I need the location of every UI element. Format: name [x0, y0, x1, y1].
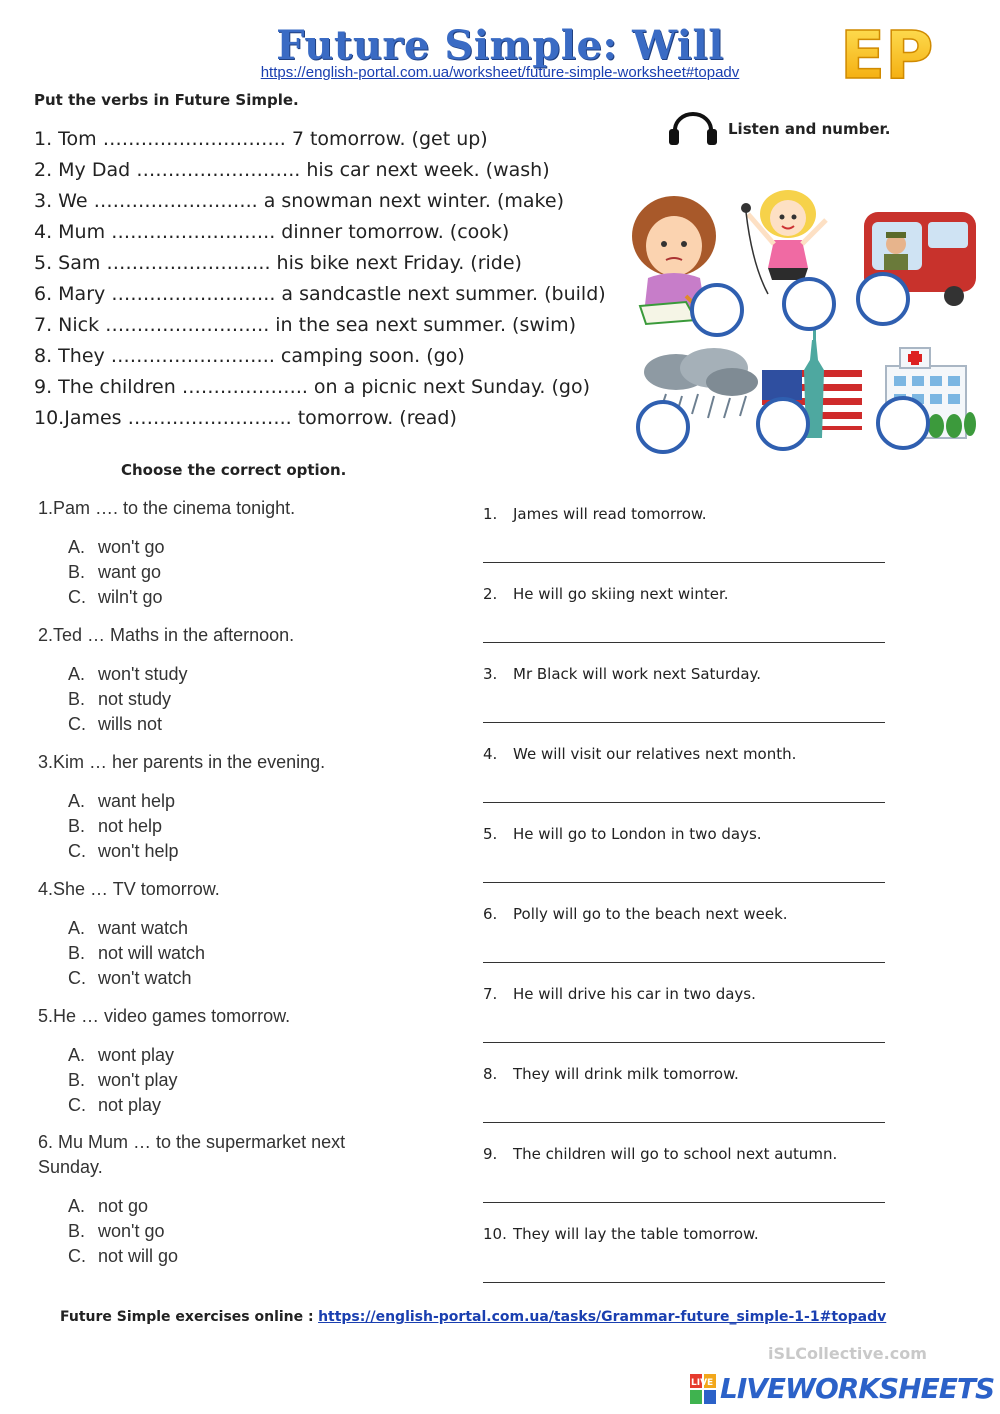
listen-label: Listen and number.: [728, 120, 891, 138]
option-letter: A.: [68, 918, 86, 938]
sentence-item: [483, 985, 756, 1003]
option-text: won't watch: [98, 968, 192, 988]
option-item[interactable]: [38, 560, 295, 585]
sentence-text: The children will go to school next autumn.: [513, 1145, 838, 1163]
answer-line[interactable]: [483, 802, 885, 803]
sentence-text: Mr Black will work next Saturday.: [513, 665, 762, 683]
answer-circle[interactable]: [856, 272, 910, 326]
option-letter: B.: [68, 1070, 86, 1090]
option-text: not help: [98, 816, 163, 836]
sentence-item: [483, 825, 762, 843]
part2-instruction: Choose the correct option.: [121, 461, 347, 479]
sentence-number: 4.: [483, 745, 498, 763]
liveworksheets-brand: [690, 1372, 994, 1405]
footer: [60, 1309, 886, 1325]
option-item[interactable]: [38, 662, 294, 687]
option-letter: C.: [68, 1246, 86, 1266]
option-item[interactable]: [38, 687, 294, 712]
sentence-text: We will visit our relatives next month.: [513, 745, 797, 763]
option-item[interactable]: [38, 1043, 290, 1068]
option-letter: A.: [68, 537, 86, 557]
gap-fill-item[interactable]: 8. They …………………….. camping soon. (go): [34, 345, 465, 367]
header-url-link[interactable]: https://english-portal.com.ua/worksheet/future-simple-worksheet#topadv: [260, 64, 740, 81]
sentence-text: They will drink milk tomorrow.: [513, 1065, 739, 1083]
sentence-text: They will lay the table tomorrow.: [513, 1225, 759, 1243]
headphones-icon: [668, 112, 718, 146]
option-item[interactable]: [38, 839, 325, 864]
question-text: 4.She … TV tomorrow.: [38, 879, 220, 899]
option-text: not play: [98, 1095, 162, 1115]
option-text: wiln't go: [98, 587, 163, 607]
option-item[interactable]: [38, 814, 325, 839]
footer-label: Future Simple exercises online :: [60, 1309, 314, 1325]
question-block: [38, 623, 294, 737]
question-text: 5.He … video games tomorrow.: [38, 1006, 291, 1026]
option-text: won't go: [98, 1221, 165, 1241]
question-text: 3.Kim … her parents in the evening.: [38, 752, 326, 772]
listen-instruction: [668, 112, 891, 146]
option-item[interactable]: [38, 585, 295, 610]
option-item[interactable]: [38, 1219, 345, 1244]
option-item[interactable]: [38, 941, 220, 966]
ep-logo: [838, 14, 938, 90]
option-letter: A.: [68, 1045, 86, 1065]
part1-instruction: Put the verbs in Future Simple.: [34, 91, 299, 109]
option-text: won't play: [98, 1070, 178, 1090]
answer-line[interactable]: [483, 962, 885, 963]
question-text-continued: Sunday.: [38, 1157, 103, 1177]
svg-text:LIVE: LIVE: [691, 1377, 714, 1388]
sentence-text: He will drive his car in two days.: [513, 985, 756, 1003]
answer-circle[interactable]: [876, 396, 930, 450]
gap-fill-item[interactable]: 10.James …………………….. tomorrow. (read): [34, 407, 457, 429]
footer-link[interactable]: https://english-portal.com.ua/tasks/Grammar-future_simple-1-1#topadv: [318, 1309, 887, 1325]
option-item[interactable]: [38, 1194, 345, 1219]
sentence-number: 5.: [483, 825, 498, 843]
answer-line[interactable]: [483, 1282, 885, 1283]
sentence-item: [483, 1225, 759, 1243]
sentence-number: 6.: [483, 905, 498, 923]
sentence-number: 1.: [483, 505, 498, 523]
answer-circle[interactable]: [756, 397, 810, 451]
sentence-text: He will go skiing next winter.: [513, 585, 729, 603]
sentence-number: 3.: [483, 665, 498, 683]
option-letter: A.: [68, 1196, 86, 1216]
gap-fill-item[interactable]: 9. The children ……………….. on a picnic next Sunday. (go): [34, 376, 591, 398]
answer-line[interactable]: [483, 1042, 885, 1043]
option-item[interactable]: [38, 1068, 290, 1093]
option-letter: B.: [68, 816, 86, 836]
question-text: 1.Pam …. to the cinema tonight.: [38, 498, 296, 518]
sentence-number: 7.: [483, 985, 498, 1003]
question-text: 2.Ted … Maths in the afternoon.: [38, 625, 295, 645]
option-item[interactable]: [38, 1244, 345, 1269]
question-block: [38, 750, 325, 864]
option-item[interactable]: [38, 916, 220, 941]
option-text: won't go: [98, 537, 165, 557]
option-item[interactable]: [38, 789, 325, 814]
option-text: wills not: [98, 714, 163, 734]
sentence-item: [483, 745, 796, 763]
sentence-item: [483, 905, 788, 923]
liveworksheets-text: LIVEWORKSHEETS: [720, 1372, 995, 1405]
sentence-item: [483, 1065, 739, 1083]
page-title: Future Simple: Will: [276, 22, 724, 69]
sentence-item: [483, 1145, 837, 1163]
sentence-item: [483, 665, 761, 683]
option-letter: C.: [68, 714, 86, 734]
option-item[interactable]: [38, 966, 220, 991]
option-letter: B.: [68, 1221, 86, 1241]
option-letter: C.: [68, 841, 86, 861]
answer-circle[interactable]: [782, 277, 836, 331]
sentence-number: 9.: [483, 1145, 498, 1163]
option-item[interactable]: [38, 535, 295, 560]
sentence-item: [483, 585, 729, 603]
gap-fill-item[interactable]: 4. Mum …………………….. dinner tomorrow. (cook): [34, 221, 510, 243]
sentence-number: 2.: [483, 585, 498, 603]
gap-fill-item[interactable]: 5. Sam …………………….. his bike next Friday. (ride): [34, 252, 522, 274]
gap-fill-item[interactable]: 7. Nick …………………….. in the sea next summer. (swim): [34, 314, 577, 336]
gap-fill-item[interactable]: 1. Tom ……………………….. 7 tomorrow. (get up): [34, 128, 488, 150]
option-text: won't study: [98, 664, 188, 684]
sentence-text: James will read tomorrow.: [513, 505, 707, 523]
question-text: 6. Mu Mum … to the supermarket next: [38, 1132, 346, 1152]
gap-fill-item[interactable]: 6. Mary …………………….. a sandcastle next summer. (build): [34, 283, 606, 305]
answer-line[interactable]: [483, 882, 885, 883]
sentence-number: 8.: [483, 1065, 498, 1083]
option-text: not study: [98, 689, 172, 709]
gap-fill-list: [34, 124, 606, 434]
answer-circle[interactable]: [690, 283, 744, 337]
option-item[interactable]: [38, 712, 294, 737]
question-block: [38, 1004, 290, 1118]
answer-line[interactable]: [483, 642, 885, 643]
sentence-item: [483, 505, 707, 523]
question-block: [38, 496, 295, 610]
liveworksheets-logo-icon: [690, 1374, 716, 1404]
option-text: wont play: [98, 1045, 175, 1065]
gap-fill-item[interactable]: 3. We …………………….. a snowman next winter. (make): [34, 190, 564, 212]
answer-line[interactable]: [483, 1202, 885, 1203]
answer-line[interactable]: [483, 722, 885, 723]
option-text: want go: [98, 562, 162, 582]
question-block: [38, 1130, 345, 1269]
option-letter: B.: [68, 943, 86, 963]
option-text: won't help: [98, 841, 179, 861]
sentence-number: 10.: [483, 1225, 507, 1243]
question-block: [38, 877, 220, 991]
option-letter: B.: [68, 689, 86, 709]
gap-fill-item[interactable]: 2. My Dad …………………….. his car next week. (wash): [34, 159, 550, 181]
islcollective-watermark: iSLCollective.com: [768, 1344, 927, 1363]
option-letter: C.: [68, 1095, 86, 1115]
option-letter: A.: [68, 664, 86, 684]
option-text: not go: [98, 1196, 149, 1216]
option-letter: B.: [68, 562, 86, 582]
option-text: want help: [98, 791, 176, 811]
sentence-text: Polly will go to the beach next week.: [513, 905, 788, 923]
option-item[interactable]: [38, 1093, 290, 1118]
ep-logo-e: EP: [840, 17, 934, 90]
option-text: want watch: [98, 918, 189, 938]
option-text: not will watch: [98, 943, 206, 963]
option-text: not will go: [98, 1246, 179, 1266]
option-letter: C.: [68, 968, 86, 988]
answer-line[interactable]: [483, 1122, 885, 1123]
option-letter: C.: [68, 587, 86, 607]
answer-circle[interactable]: [636, 400, 690, 454]
answer-line[interactable]: [483, 562, 885, 563]
sentence-text: He will go to London in two days.: [513, 825, 762, 843]
option-letter: A.: [68, 791, 86, 811]
